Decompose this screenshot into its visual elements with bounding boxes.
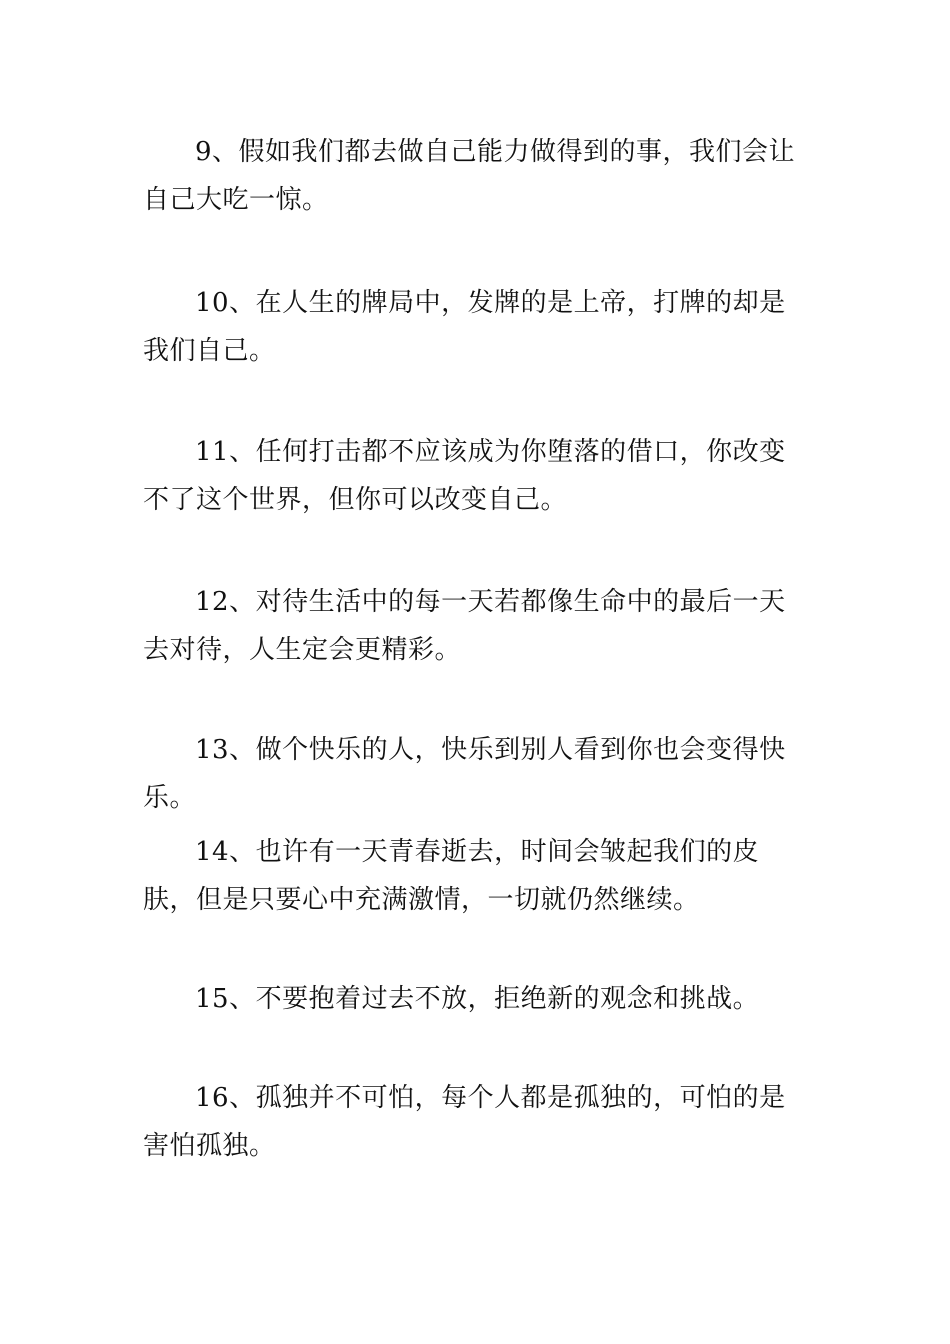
paragraph-item-16: 16、孤独并不可怕，每个人都是孤独的，可怕的是害怕孤独。 — [143, 1083, 786, 1161]
paragraph-item-9: 9、假如我们都去做自己能力做得到的事，我们会让自己大吃一惊。 — [143, 137, 796, 215]
paragraph-item-12: 12、对待生活中的每一天若都像生命中的最后一天去对待，人生定会更精彩。 — [143, 587, 786, 665]
paragraph-item-14: 14、也许有一天青春逝去，时间会皱起我们的皮肤，但是只要心中充满激情，一切就仍然继续。 — [143, 837, 760, 915]
paragraph-item-13: 13、做个快乐的人，快乐到别人看到你也会变得快乐。 — [143, 735, 786, 813]
paragraph-item-15: 15、不要抱着过去不放，拒绝新的观念和挑战。 — [195, 984, 760, 1014]
paragraph-item-11: 11、任何打击都不应该成为你堕落的借口，你改变不了这个世界，但你可以改变自己。 — [143, 437, 786, 515]
paragraph-item-10: 10、在人生的牌局中，发牌的是上帝，打牌的却是我们自己。 — [143, 288, 786, 366]
